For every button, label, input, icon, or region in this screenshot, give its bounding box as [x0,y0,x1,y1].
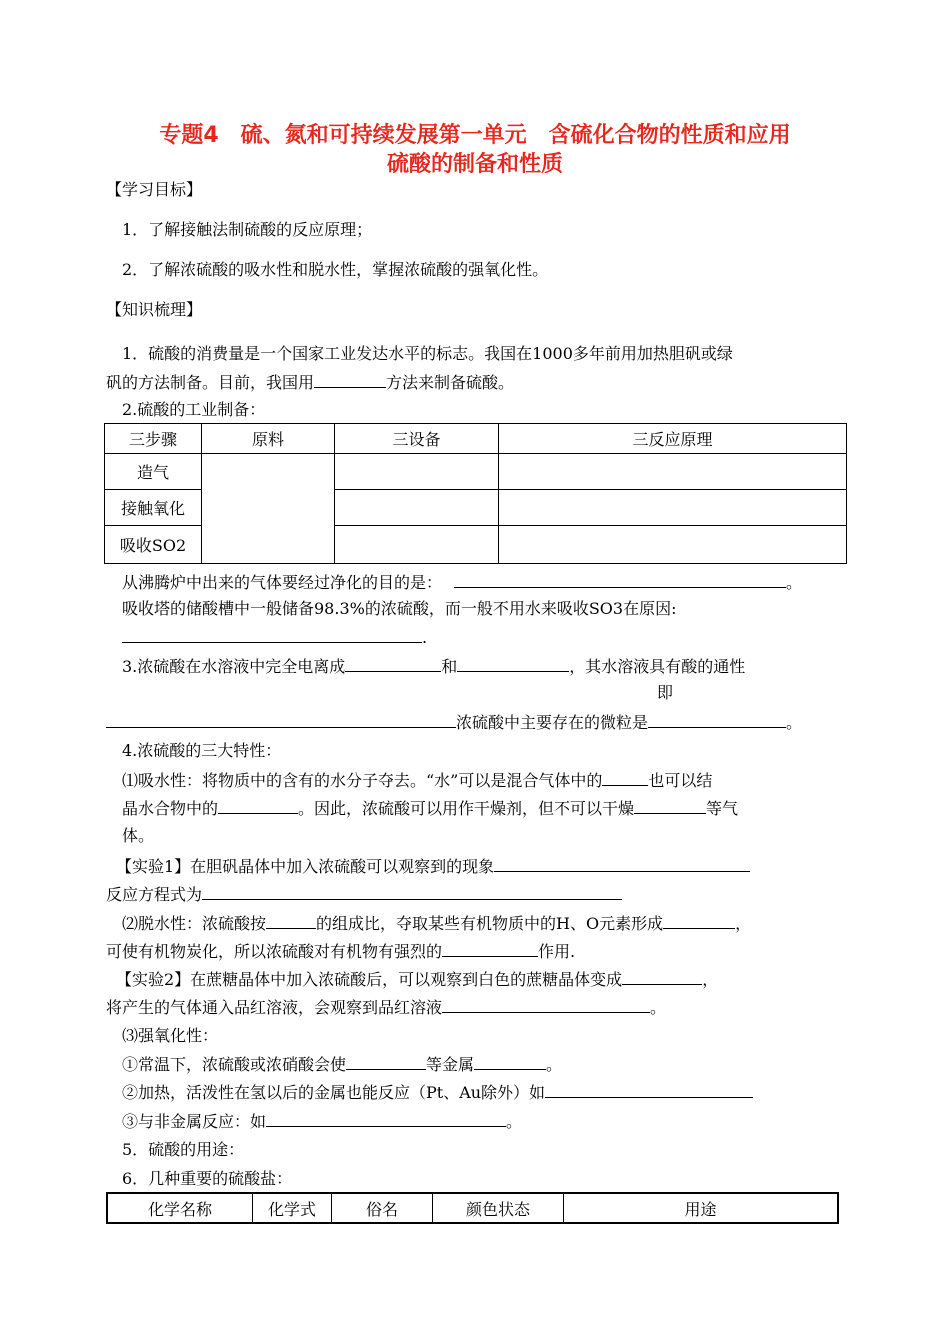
knowledge-heading: 【知识梳理】 [106,300,203,319]
table-header: 三设备 [335,424,499,454]
answer-blank[interactable] [602,770,648,786]
oxidation-1: ①常温下，浓硫酸或浓硝酸会使 等金属 。 [122,1055,563,1074]
sulfate-salts-table [106,1192,839,1224]
answer-blank[interactable] [346,1054,426,1070]
equipment-cell[interactable] [335,526,499,564]
table-row-label: 吸收SO2 [105,526,202,564]
answer-blank[interactable] [266,913,316,929]
answer-blank[interactable] [345,656,441,672]
reaction-cell[interactable] [499,490,847,526]
property-2a: ⑵脱水性：浓硫酸按 的组成比，夺取某些有机物质中的H、O元素形成 ， [122,914,752,933]
title-line-2: 硫酸的制备和性质 [386,152,563,177]
paragraph-1b: 矾的方法制备。目前，我国用 方法来制备硫酸。 [106,373,515,392]
table-header: 化学式 [253,1193,332,1223]
property-1c: 体。 [122,826,155,845]
answer-blank[interactable] [622,969,702,985]
paragraph-1a: 1．硫酸的消费量是一个国家工业发达水平的标志。我国在1000多年前用加热胆矾或绿 [122,344,733,363]
table-header: 原料 [202,424,335,454]
paragraph-5: 5．硫酸的用途： [122,1140,245,1159]
table-header: 俗名 [332,1193,433,1223]
answer-blank[interactable] [494,856,750,872]
table-header: 三反应原理 [499,424,847,454]
paragraph-2: 2.硫酸的工业制备： [122,400,266,419]
answer-blank[interactable] [634,798,706,814]
answer-blank[interactable] [266,1111,506,1127]
experiment-2: 【实验2】在蔗糖晶体中加入浓硫酸后，可以观察到白色的蔗糖晶体变成 ， [116,970,719,989]
equipment-cell[interactable] [335,490,499,526]
reaction-cell[interactable] [499,454,847,490]
answer-blank[interactable] [648,712,786,728]
answer-blank[interactable] [202,884,622,900]
answer-blank[interactable] [442,941,538,957]
property-3: ⑶强氧化性： [122,1026,219,1045]
answer-blank[interactable] [314,372,386,388]
industrial-prep-table [104,423,847,564]
oxidation-2: ②加热，活泼性在氢以后的金属也能反应（Pt、Au除外）如 [122,1082,753,1103]
answer-blank[interactable] [474,1054,546,1070]
raw-material-cell[interactable] [202,454,335,564]
answer-blank[interactable] [663,913,735,929]
paragraph-3-ji: 即 [657,683,674,702]
title-line-1: 专题4 硫、氮和可持续发展第一单元 含硫化合物的性质和应用 [159,123,791,148]
answer-blank[interactable] [106,712,456,728]
oxidation-3: ③与非金属反应：如 。 [122,1112,523,1131]
objectives-heading: 【学习目标】 [106,180,203,199]
paragraph-6: 6．几种重要的硫酸盐： [122,1169,293,1188]
purification-question: 从沸腾炉中出来的气体要经过净化的目的是： 。 [122,573,803,592]
table-row-label: 造气 [105,454,202,490]
table-row-label: 接触氧化 [105,490,202,526]
answer-blank[interactable] [218,798,298,814]
experiment-1-equation: 反应方程式为 [106,884,622,905]
answer-blank[interactable] [122,627,422,643]
property-2b: 可使有机物炭化，所以浓硫酸对有机物有强烈的 作用. [106,942,576,961]
answer-blank[interactable] [454,572,786,588]
table-header: 三步骤 [105,424,202,454]
table-header: 颜色状态 [433,1193,564,1223]
reaction-cell[interactable] [499,526,847,564]
equipment-cell[interactable] [335,454,499,490]
property-1b: 晶水合物中的 。因此，浓硫酸可以用作干燥剂，但不可以干燥 等气 [122,799,739,818]
experiment-2b: 将产生的气体通入品红溶液，会观察到品红溶液 。 [106,998,667,1017]
paragraph-3b: 浓硫酸中主要存在的微粒是 。 [106,712,802,733]
paragraph-4: 4.浓硫酸的三大特性： [122,741,282,760]
answer-blank[interactable] [457,656,569,672]
table-header: 用途 [564,1193,839,1223]
objective-2: 2．了解浓硫酸的吸水性和脱水性，掌握浓硫酸的强氧化性。 [122,260,549,279]
table-header: 化学名称 [107,1193,253,1223]
property-1a: ⑴吸水性：将物质中的含有的水分子夺去。“水”可以是混合气体中的 也可以结 [122,771,713,790]
experiment-1: 【实验1】在胆矾晶体中加入浓硫酸可以观察到的现象 [116,856,750,877]
absorption-answer: . [122,627,427,648]
answer-blank[interactable] [442,997,650,1013]
paragraph-3: 3.浓硫酸在水溶液中完全电离成 和 ，其水溶液具有酸的通性 [122,657,746,676]
absorption-question: 吸收塔的储酸槽中一般储备98.3%的浓硫酸，而一般不用水来吸收SO3在原因: [122,599,677,618]
objective-1: 1．了解接触法制硫酸的反应原理； [122,220,373,239]
answer-blank[interactable] [545,1082,753,1098]
